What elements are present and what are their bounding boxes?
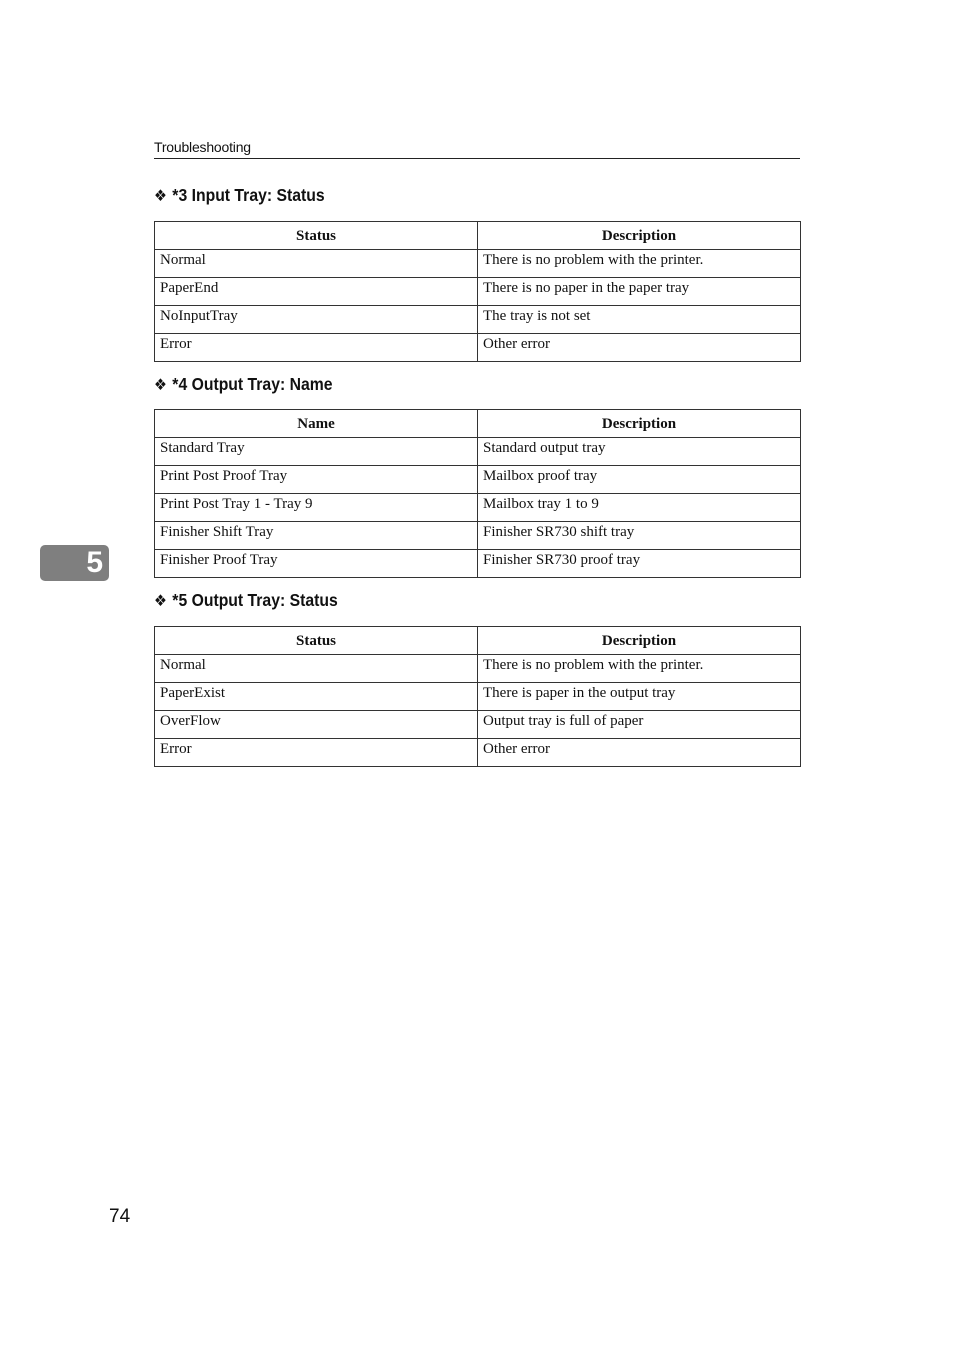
description-cell: Output tray is full of paper bbox=[478, 711, 801, 739]
description-cell: Finisher SR730 proof tray bbox=[478, 550, 801, 578]
input-tray-status-table bbox=[154, 221, 801, 362]
diamond-bullet-icon: ❖ bbox=[154, 377, 167, 394]
chapter-number: 5 bbox=[86, 546, 103, 579]
table-row bbox=[155, 250, 801, 278]
column-header-description: Description bbox=[478, 222, 801, 250]
diamond-bullet-icon: ❖ bbox=[154, 593, 167, 610]
description-cell: The tray is not set bbox=[478, 306, 801, 334]
section-title-output-tray-name bbox=[154, 374, 332, 395]
section-title-text: *4 Output Tray: Name bbox=[172, 374, 333, 394]
description-cell: There is no paper in the paper tray bbox=[478, 278, 801, 306]
table-row bbox=[155, 683, 801, 711]
status-cell: OverFlow bbox=[155, 711, 478, 739]
section-title-text: *5 Output Tray: Status bbox=[172, 590, 338, 610]
description-cell: There is paper in the output tray bbox=[478, 683, 801, 711]
column-header-status: Status bbox=[155, 222, 478, 250]
column-header-description: Description bbox=[478, 410, 801, 438]
section-title-input-tray-status bbox=[154, 185, 325, 206]
table-row bbox=[155, 466, 801, 494]
column-header-name: Name bbox=[155, 410, 478, 438]
table-row bbox=[155, 494, 801, 522]
section-title-output-tray-status bbox=[154, 590, 338, 611]
status-cell: PaperExist bbox=[155, 683, 478, 711]
status-cell: Error bbox=[155, 334, 478, 362]
table-row bbox=[155, 550, 801, 578]
diamond-bullet-icon: ❖ bbox=[154, 188, 167, 205]
chapter-tab bbox=[40, 545, 109, 581]
output-tray-name-table bbox=[154, 409, 801, 578]
column-header-description: Description bbox=[478, 627, 801, 655]
table-row bbox=[155, 522, 801, 550]
running-header: Troubleshooting bbox=[154, 139, 251, 155]
table-header-row bbox=[155, 222, 801, 250]
description-cell: Mailbox proof tray bbox=[478, 466, 801, 494]
table-header-row bbox=[155, 627, 801, 655]
column-header-status: Status bbox=[155, 627, 478, 655]
table-row bbox=[155, 306, 801, 334]
table-row bbox=[155, 334, 801, 362]
section-title-text: *3 Input Tray: Status bbox=[172, 185, 325, 205]
table-row bbox=[155, 655, 801, 683]
status-cell: Normal bbox=[155, 655, 478, 683]
name-cell: Print Post Proof Tray bbox=[155, 466, 478, 494]
status-cell: PaperEnd bbox=[155, 278, 478, 306]
description-cell: Other error bbox=[478, 739, 801, 767]
name-cell: Print Post Tray 1 - Tray 9 bbox=[155, 494, 478, 522]
status-cell: Error bbox=[155, 739, 478, 767]
table-row bbox=[155, 739, 801, 767]
name-cell: Standard Tray bbox=[155, 438, 478, 466]
name-cell: Finisher Proof Tray bbox=[155, 550, 478, 578]
table-row bbox=[155, 278, 801, 306]
table-row bbox=[155, 438, 801, 466]
status-cell: Normal bbox=[155, 250, 478, 278]
description-cell: Finisher SR730 shift tray bbox=[478, 522, 801, 550]
status-cell: NoInputTray bbox=[155, 306, 478, 334]
header-rule bbox=[154, 158, 800, 159]
page-number: 74 bbox=[109, 1206, 131, 1227]
name-cell: Finisher Shift Tray bbox=[155, 522, 478, 550]
description-cell: Standard output tray bbox=[478, 438, 801, 466]
table-row bbox=[155, 711, 801, 739]
output-tray-status-table bbox=[154, 626, 801, 767]
description-cell: There is no problem with the printer. bbox=[478, 655, 801, 683]
table-header-row bbox=[155, 410, 801, 438]
description-cell: Mailbox tray 1 to 9 bbox=[478, 494, 801, 522]
description-cell: There is no problem with the printer. bbox=[478, 250, 801, 278]
description-cell: Other error bbox=[478, 334, 801, 362]
